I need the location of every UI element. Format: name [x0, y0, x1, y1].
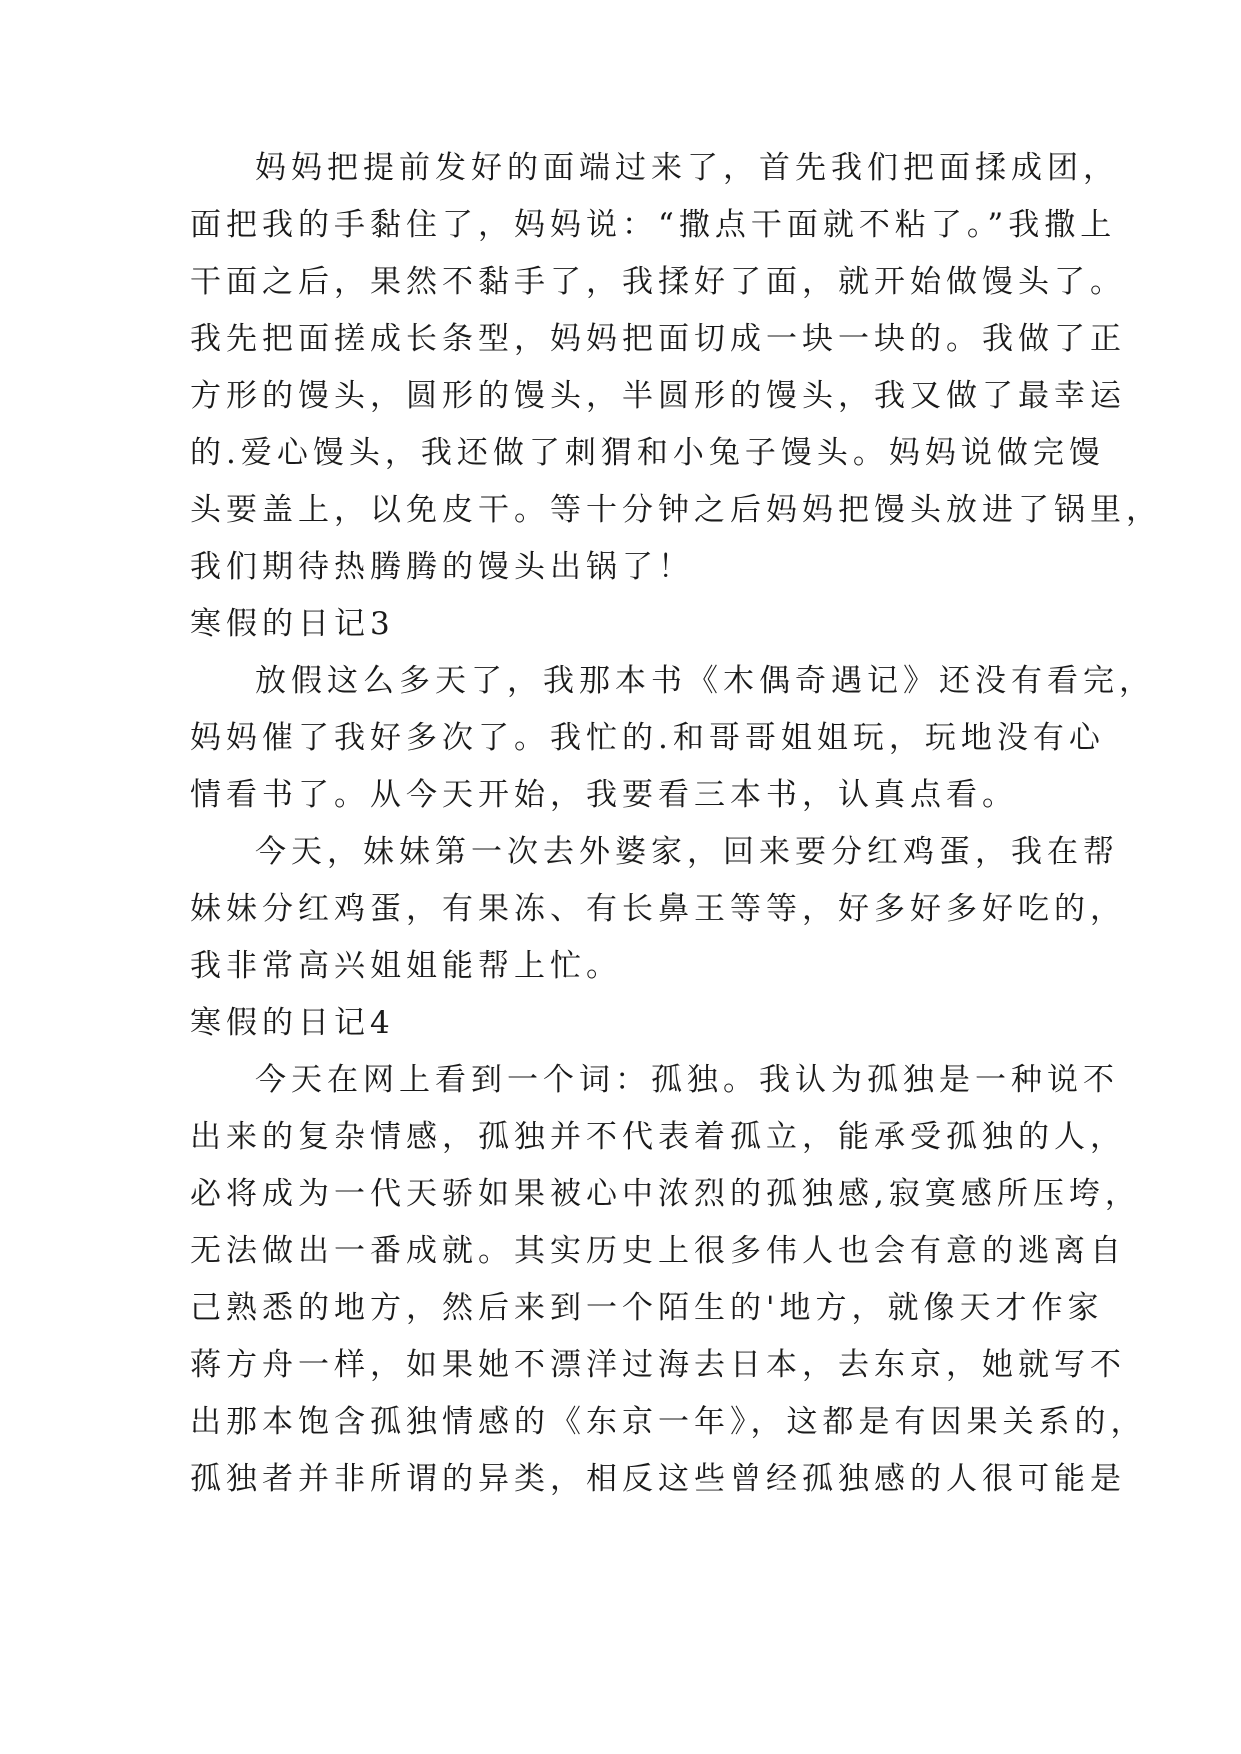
paragraph-line: 无法做出一番成就。其实历史上很多伟人也会有意的逃离自 [190, 1233, 1126, 1269]
paragraph-line: 今天在网上看到一个词：孤独。我认为孤独是一种说不 [255, 1062, 1119, 1098]
paragraph-line: 今天，妹妹第一次去外婆家，回来要分红鸡蛋，我在帮 [255, 834, 1119, 870]
paragraph-line: 方形的馒头，圆形的馒头，半圆形的馒头，我又做了最幸运 [190, 378, 1126, 414]
paragraph-line: 我先把面搓成长条型，妈妈把面切成一块一块的。我做了正 [190, 321, 1126, 357]
paragraph-line: 情看书了。从今天开始，我要看三本书，认真点看。 [190, 777, 1018, 813]
paragraph-line: 妈妈催了我好多次了。我忙的.和哥哥姐姐玩，玩地没有心 [190, 720, 1105, 756]
paragraph-line: 我非常高兴姐姐能帮上忙。 [190, 948, 622, 984]
paragraph-line: 头要盖上，以免皮干。等十分钟之后妈妈把馒头放进了锅里， [190, 492, 1162, 528]
paragraph-line: 己熟悉的地方，然后来到一个陌生的'地方，就像天才作家 [190, 1290, 1104, 1326]
paragraph-line: 孤独者并非所谓的异类，相反这些曾经孤独感的人很可能是 [190, 1461, 1126, 1497]
paragraph-line: 蒋方舟一样，如果她不漂洋过海去日本，去东京，她就写不 [190, 1347, 1126, 1383]
paragraph-line: 必将成为一代天骄如果被心中浓烈的孤独感,寂寞感所压垮， [190, 1176, 1141, 1212]
paragraph-line: 出来的复杂情感，孤独并不代表着孤立，能承受孤独的人， [190, 1119, 1126, 1155]
section-heading: 寒假的日记4 [190, 1005, 395, 1041]
paragraph-line: 出那本饱含孤独情感的《东京一年》，这都是有因果关系的， [190, 1404, 1147, 1440]
paragraph-line: 妹妹分红鸡蛋，有果冻、有长鼻王等等，好多好多好吃的， [190, 891, 1126, 927]
paragraph-line: 面把我的手黏住了，妈妈说：“撒点干面就不粘了。”我撒上 [190, 207, 1117, 243]
paragraph-line: 的.爱心馒头，我还做了刺猬和小兔子馒头。妈妈说做完馒 [190, 435, 1105, 471]
paragraph-line: 我们期待热腾腾的馒头出锅了！ [190, 549, 694, 585]
section-heading: 寒假的日记3 [190, 606, 395, 642]
paragraph-line: 放假这么多天了，我那本书《木偶奇遇记》还没有看完， [255, 663, 1155, 699]
paragraph-line: 妈妈把提前发好的面端过来了，首先我们把面揉成团， [255, 150, 1119, 186]
paragraph-line: 干面之后，果然不黏手了，我揉好了面，就开始做馒头了。 [190, 264, 1126, 300]
